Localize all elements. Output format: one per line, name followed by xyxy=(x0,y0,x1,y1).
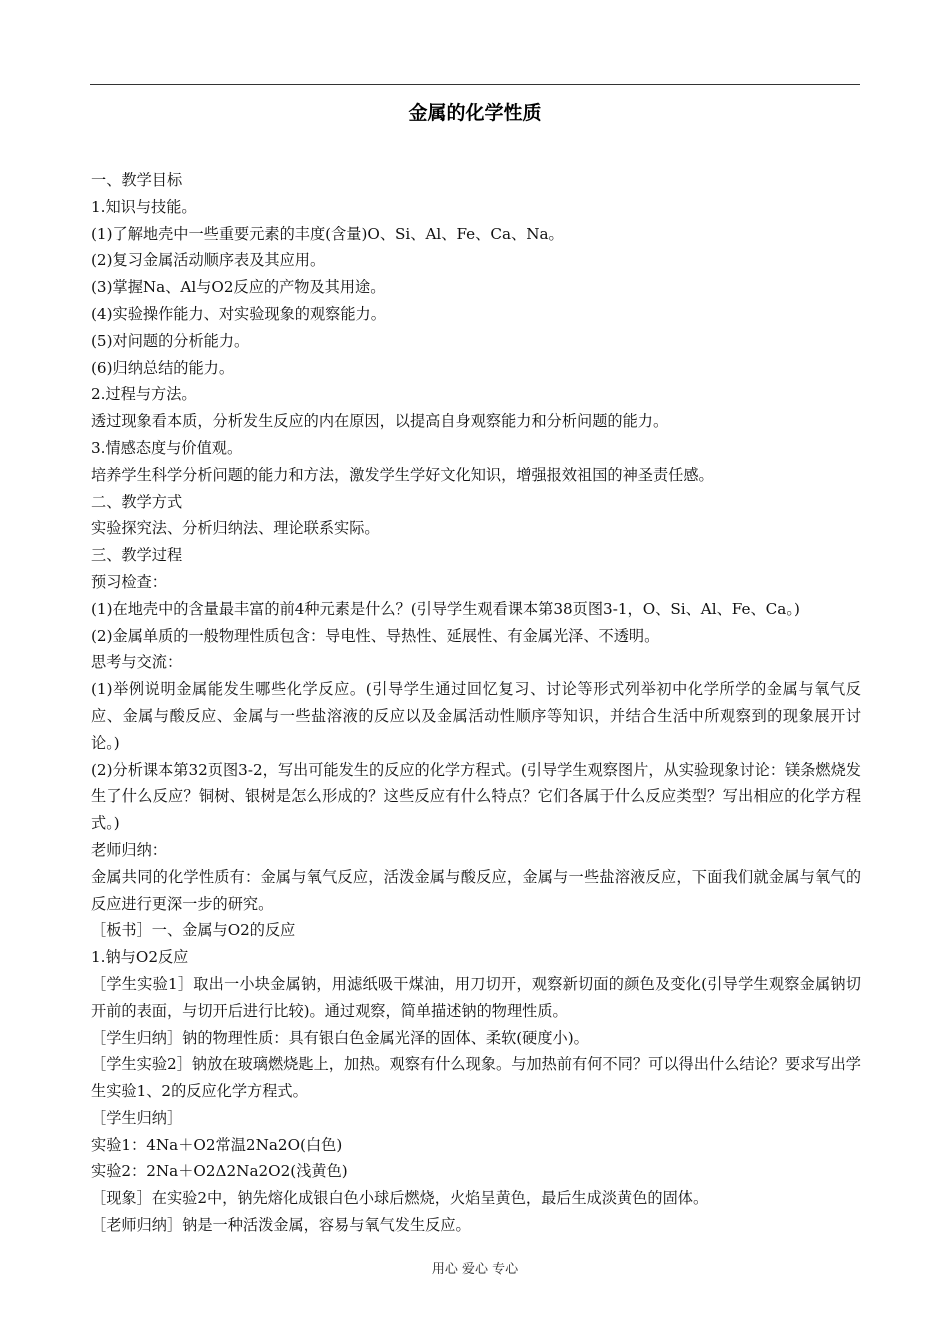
goal-item: (5)对问题的分析能力。 xyxy=(91,331,250,350)
paragraph: ［老师归纳］钠是一种活泼金属，容易与氧气发生反应。 xyxy=(91,1216,471,1235)
header-rule xyxy=(90,84,860,85)
subheading-teacher-summary: 老师归纳： xyxy=(91,840,167,859)
equation-line: 实验2：2Na＋O2Δ2Na2O2(浅黄色) xyxy=(91,1162,348,1181)
document-title: 金属的化学性质 xyxy=(408,102,542,124)
subheading-knowledge-skills: 1.知识与技能。 xyxy=(91,197,197,216)
document-body xyxy=(91,167,861,1239)
goal-item: (4)实验操作能力、对实验现象的观察能力。 xyxy=(91,304,386,323)
paragraph: 金属共同的化学性质有：金属与氧气反应，活泼金属与酸反应，金属与一些盐溶液反应，下面我们就金属与氧气的反应进行更深一步的研究。 xyxy=(91,867,861,913)
paragraph: 培养学生科学分析问题的能力和方法，激发学生学好文化知识，增强报效祖国的神圣责任感。 xyxy=(91,465,714,484)
equation-line: 实验1：4Na＋O2常温2Na2O(白色) xyxy=(91,1135,343,1154)
subheading-preview-check: 预习检查： xyxy=(91,572,167,591)
subheading-process-methods: 2.过程与方法。 xyxy=(91,385,197,404)
paragraph: (1)在地壳中的含量最丰富的前4种元素是什么？(引导学生观看课本第38页图3-1，O、Si、Al、Fe、Ca。) xyxy=(91,599,800,618)
paragraph: 透过现象看本质，分析发生反应的内在原因，以提高自身观察能力和分析问题的能力。 xyxy=(91,412,669,431)
heading-teaching-goals: 一、教学目标 xyxy=(91,171,183,189)
paragraph: ［现象］在实验2中，钠先熔化成银白色小球后燃烧，火焰呈黄色，最后生成淡黄色的固体。 xyxy=(91,1189,709,1208)
paragraph: ［学生实验1］取出一小块金属钠，用滤纸吸干煤油，用刀切开，观察新切面的颜色及变化(引导学生观察金属钠切开前的表面，与切开后进行比较)。通过观察，简单描述钠的物理性质。 xyxy=(91,974,861,1020)
paragraph: (1)举例说明金属能发生哪些化学反应。(引导学生通过回忆复习、讨论等形式列举初中化学所学的金属与氧气反应、金属与酸反应、金属与一些盐溶液的反应以及金属活动性顺序等知识，并结合生活中所观察到的现象展开讨论。) xyxy=(91,680,861,752)
paragraph: ［学生归纳］ xyxy=(91,1108,183,1127)
board-note: ［板书］一、金属与O2的反应 xyxy=(91,921,296,940)
heading-teaching-methods: 二、教学方式 xyxy=(91,492,183,511)
paragraph: ［学生归纳］钠的物理性质：具有银白色金属光泽的固体、柔软(硬度小)。 xyxy=(91,1028,589,1047)
heading-teaching-process: 三、教学过程 xyxy=(91,546,183,565)
subheading-sodium-oxygen: 1.钠与O2反应 xyxy=(91,948,189,967)
goal-item: (6)归纳总结的能力。 xyxy=(91,358,235,377)
paragraph: 实验探究法、分析归纳法、理论联系实际。 xyxy=(91,519,380,538)
subheading-attitude-values: 3.情感态度与价值观。 xyxy=(91,438,243,457)
paragraph: ［学生实验2］钠放在玻璃燃烧匙上，加热。观察有什么现象。与加热前有何不同？可以得出什么结论？要求写出学生实验1、2的反应化学方程式。 xyxy=(91,1055,861,1101)
paragraph: (2)分析课本第32页图3-2，写出可能发生的反应的化学方程式。(引导学生观察图片，从实验现象讨论：镁条燃烧发生了什么反应？铜树、银树是怎么形成的？这些反应有什么特点？它们各属于什么反应类型？写出相应的化学方程式。) xyxy=(91,760,861,833)
page-footer: 用心 爱心 专心 xyxy=(431,1262,519,1277)
subheading-think-discuss: 思考与交流： xyxy=(91,653,183,672)
paragraph: (2)金属单质的一般物理性质包含：导电性、导热性、延展性、有金属光泽、不透明。 xyxy=(91,626,660,645)
goal-item: (2)复习金属活动顺序表及其应用。 xyxy=(91,251,326,270)
goal-item: (1)了解地壳中一些重要元素的丰度(含量)O、Si、Al、Fe、Ca、Na。 xyxy=(91,224,564,243)
goal-item: (3)掌握Na、Al与O2反应的产物及其用途。 xyxy=(91,278,386,297)
